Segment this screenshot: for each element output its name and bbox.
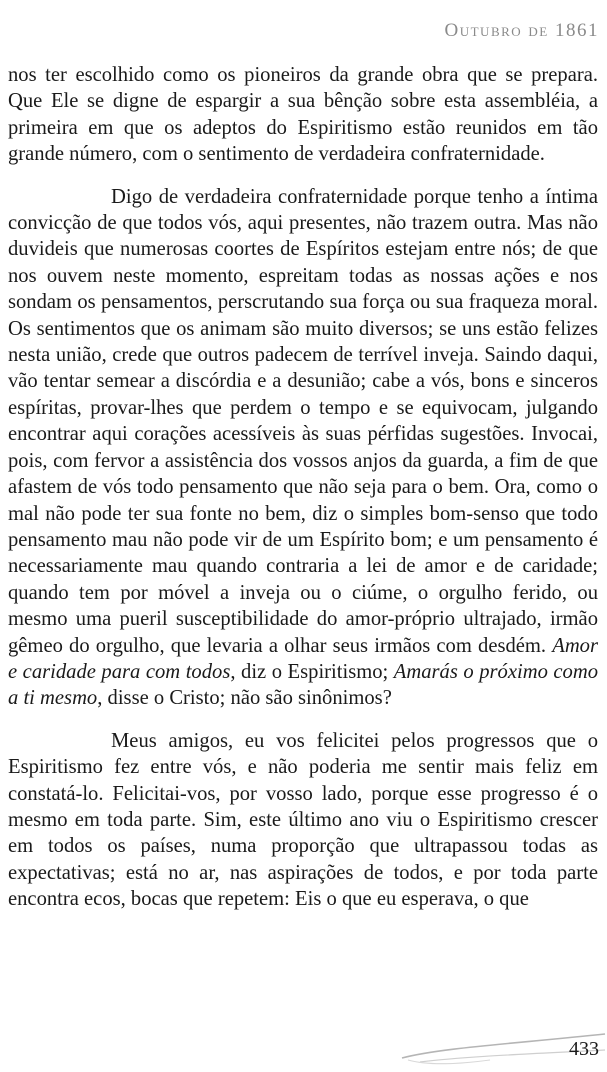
paragraph-3: Meus amigos, eu vos felicitei pelos progressos que o Espiritismo fez entre vós, e não poderia me sentir mais feliz em constatá-lo. Felicitai-vos, por vosso lado, porque esse progresso é o mesmo em toda parte. Sim, este último ano viu o Espiritismo crescer em todos os países, numa proporção que ultrapassou todas as expectativas; está no ar, nas aspirações de todos, e por toda parte encontra ecos, bocas que repetem: Eis o que eu esperava, o que xyxy=(8,729,598,911)
paragraph-2-italic-1: Amor e caridade para com todos xyxy=(8,634,598,683)
page-body xyxy=(8,62,598,913)
paragraph-2-text-a: Digo de verdadeira confraternidade porque tenho a íntima convicção de que todos vós, aqui presentes, não trazem outra. Mas não duvideis que numerosas coortes de Espíritos estejam entre nós; de que nos ouvem neste momento, espreitam todas as nossas ações e nos sondam os pensamentos, perscrutando sua força ou sua fraqueza moral. Os sentimentos que os animam são muito diversos; se uns estão felizes nesta união, crede que outros padecem de terrível inveja. Saindo daqui, vão tentar semear a discórdia e a desunião; cabe a vós, bons e sinceros espíritas, provar-lhes que perdem o tempo e se equivocam, julgando encontrar aqui corações acessíveis às suas pérfidas sugestões. Invocai, pois, com fervor a assistência dos vossos anjos da guarda, a fim de que afastem de vós todo pensamento que não seja para o bem. Ora, como o mal não pode ter sua fonte no bem, diz o simples bom-senso que todo pensamento mau não pode vir de um Espírito bom; e um pensamento é necessariamente mau quando contraria a lei de amor e de caridade; quando tem por móvel a inveja ou o ciúme, o orgulho ferido, ou mesmo uma pueril susceptibilidade do amor-próprio ultrajado, irmão gêmeo do orgulho, que levaria a olhar seus irmãos com desdém. xyxy=(8,185,598,657)
paragraph-2-text-c: , disse o Cristo; não são sinônimos? xyxy=(97,687,392,710)
running-header: Outubro de 1861 xyxy=(444,20,599,41)
paragraph-2-text-b: , diz o Espiritismo; xyxy=(230,660,394,683)
paragraph-1: nos ter escolhido como os pioneiros da grande obra que se prepara. Que Ele se digne de espargir a sua bênção sobre esta assembléia, a primeira em que os adeptos do Espiritismo estão reunidos em tão grande número, com o sentimento de verdadeira confraternidade. xyxy=(8,64,598,166)
page-number: 433 xyxy=(569,1038,599,1060)
paragraph-2-italic-2: Amarás o próximo como a ti mesmo xyxy=(8,660,599,710)
page-footer xyxy=(400,1030,607,1072)
paragraph-2 xyxy=(8,184,598,712)
